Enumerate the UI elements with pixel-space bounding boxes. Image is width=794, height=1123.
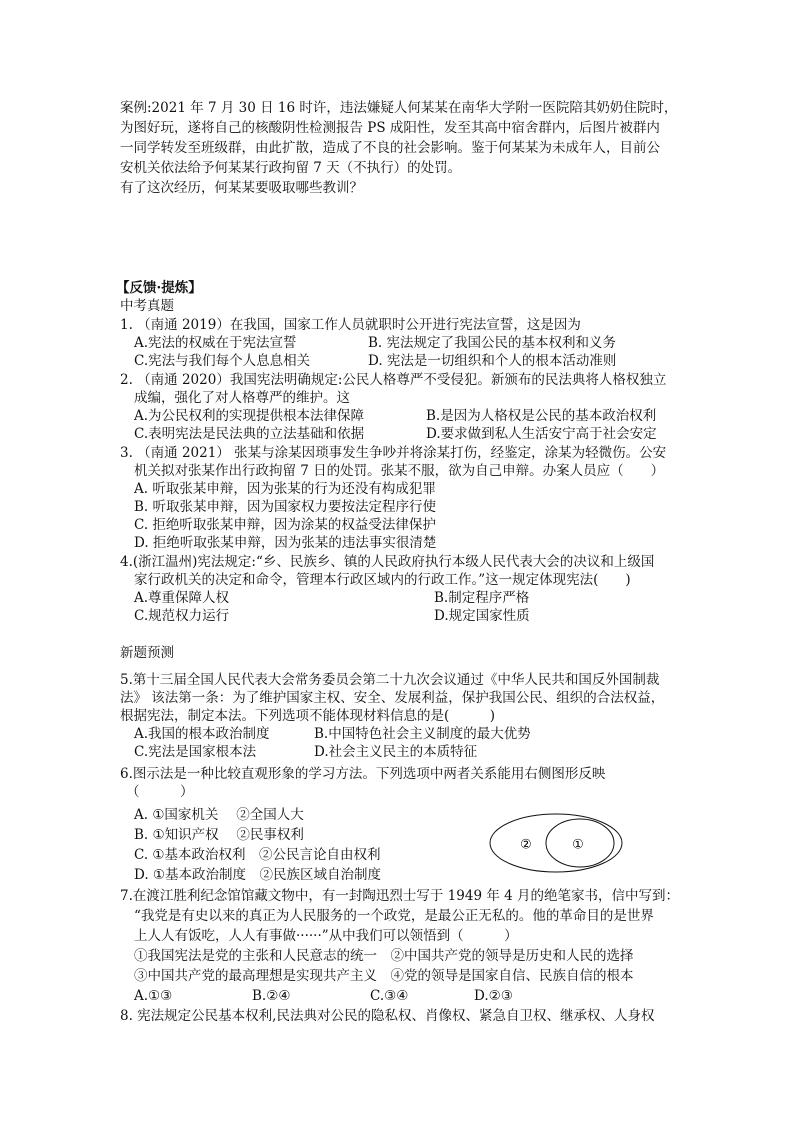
q4-stem-1: 4.(浙江温州)宪法规定:“乡、民族乡、镇的人民政府执行本级人民代表大会的决议和上级国 [120, 554, 655, 570]
q6-option-d: D. ①基本政治制度 ②民族区域自治制度 [134, 867, 382, 883]
q5-option-b: B.中国特色社会主义制度的最大优势 [314, 726, 531, 742]
q4-option-b: B.制定程序严格 [434, 590, 530, 606]
q7-statements-34: ③中国共产党的最高理想是实现共产主义 ④党的领导是国家自信、民族自信的根本 [134, 968, 634, 984]
q6-stem-1: 6.图示法是一种比较直观形象的学习方法。下列选项中两者关系能用右侧图形反映 [120, 766, 606, 782]
q4-option-a: A.尊重保障人权 [134, 590, 230, 606]
q5-option-a: A.我国的根本政治制度 [134, 726, 270, 742]
q6-option-b: B. ①知识产权 ②民事权利 [134, 827, 304, 843]
q6-stem-2: （ ） [126, 784, 194, 800]
q3-option-d: D. 拒绝听取张某申辩，因为张某的违法事实很清楚 [134, 535, 437, 551]
q8-stem-1: 8. 宪法规定公民基本权利,民法典对公民的隐私权、肖像权、紧急自卫权、继承权、人身权 [120, 1008, 655, 1024]
q5-stem-2: 法》 该法第一条：为了维护国家主权、安全、发展利益，保护我国公民、组织的合法权益， [120, 690, 665, 706]
q5-option-c: C.宪法是国家根本法 [134, 744, 257, 760]
outer-ellipse [490, 814, 622, 872]
section-heading: 【反馈·提炼】 [116, 280, 202, 296]
q2-option-c: C.表明宪法是民法典的立法基础和依据 [134, 426, 365, 442]
q5-stem-1: 5.第十三届全国人民代表大会常务委员会第二十九次会议通过《中华人民共和国反外国制裁 [120, 672, 660, 688]
q6-option-a: A. ①国家机关 ②全国人大 [134, 807, 304, 823]
q2-stem-2: 成编，强化了对人格尊严的维护。这 [134, 390, 350, 406]
case-question: 有了这次经历，何某某要吸取哪些教训？ [120, 180, 363, 196]
case-line-4: 安机关依法给予何某某行政拘留 7 天（不执行）的处罚。 [120, 160, 462, 176]
q3-option-c: C. 拒绝听取张某申辩，因为涂某的权益受法律保护 [134, 517, 436, 533]
q3-stem-2: 机关拟对张某作出行政拘留 7 日的处罚。张某不服，欲为自己申辩。办案人员应（ ） [134, 463, 665, 479]
q7-option-b: B.②④ [252, 988, 291, 1004]
section2-heading: 新题预测 [120, 645, 174, 661]
outer-label: ② [520, 837, 532, 853]
q7-stem-2: “我党是有史以来的真正为人民服务的一个政党，是最公正无私的。他的革命目的是世界 [134, 908, 654, 924]
q4-stem-2: 家行政机关的决定和命令，管理本行政区域内的行政工作。”这一规定体现宪法( ) [134, 572, 631, 588]
q6-option-c: C. ①基本政治权利 ②公民言论自由权利 [134, 847, 381, 863]
q5-stem-3: 根据宪法，制定本法。下列选项不能体现材料信息的是( ) [120, 708, 496, 724]
q1-option-c: C.宪法与我们每个人息息相关 [134, 353, 311, 369]
case-line-1: 案例:2021 年 7 月 30 日 16 时许，违法嫌疑人何某某在南华大学附一医院陪其奶奶住院时， [120, 100, 678, 116]
q7-stem-3: 上人人有饭吃，人人有事做······”从中我们可以领悟到（ ） [134, 928, 518, 944]
q7-statements-12: ①我国宪法是党的主张和人民意志的统一 ②中国共产党的领导是历史和人民的选择 [134, 948, 634, 964]
q1-option-d: D. 宪法是一切组织和个人的根本活动准则 [368, 353, 617, 369]
q7-option-c: C.③④ [370, 988, 409, 1004]
venn-diagram [488, 812, 624, 874]
q1-option-a: A.宪法的权威在于宪法宣誓 [134, 335, 297, 351]
q3-option-b: B. 听取张某申辩，因为国家权力要按法定程序行使 [134, 499, 437, 515]
q7-option-d: D.②③ [474, 988, 513, 1004]
q2-stem-1: 2. （南通 2020）我国宪法明确规定:公民人格尊严不受侵犯。新颁布的民法典将人格权独立 [120, 372, 667, 388]
q3-option-a: A. 听取张某申辩，因为张某的行为还没有构成犯罪 [134, 481, 436, 497]
q2-option-b: B.是因为人格权是公民的基本政治权利 [426, 408, 657, 424]
q2-option-a: A.为公民权利的实现提供根本法律保障 [134, 408, 365, 424]
case-line-3: 一同学转发至班级群，由此扩散，造成了不良的社会影响。鉴于何某某为未成年人，目前公 [120, 140, 660, 156]
q1-option-b: B. 宪法规定了我国公民的基本权利和义务 [368, 335, 617, 351]
q7-option-a: A.①③ [134, 988, 173, 1004]
q4-option-c: C.规范权力运行 [134, 608, 230, 624]
q2-option-d: D.要求做到私人生活安宁高于社会安定 [426, 426, 657, 442]
case-line-2: 为图好玩，遂将自己的核酸阴性检测报告 PS 成阳性，发至其高中宿舍群内，后图片被群内 [120, 120, 660, 136]
inner-label: ① [572, 837, 584, 853]
q1-stem: 1. （南通 2019）在我国，国家工作人员就职时公开进行宪法宣誓，这是因为 [120, 317, 581, 333]
q7-stem-1: 7.在渡江胜利纪念馆馆藏文物中，有一封陶迅烈士写于 1949 年 4 月的绝笔家书，信中写到： [120, 888, 679, 904]
q4-option-d: D.规定国家性质 [434, 608, 530, 624]
q3-stem-1: 3. （南通 2021） 张某与涂某因琐事发生争吵并将涂某打伤，经鉴定，涂某为轻微伤。公安 [120, 445, 667, 461]
section-subheading: 中考真题 [120, 298, 174, 314]
q5-option-d: D.社会主义民主的本质特征 [314, 744, 478, 760]
